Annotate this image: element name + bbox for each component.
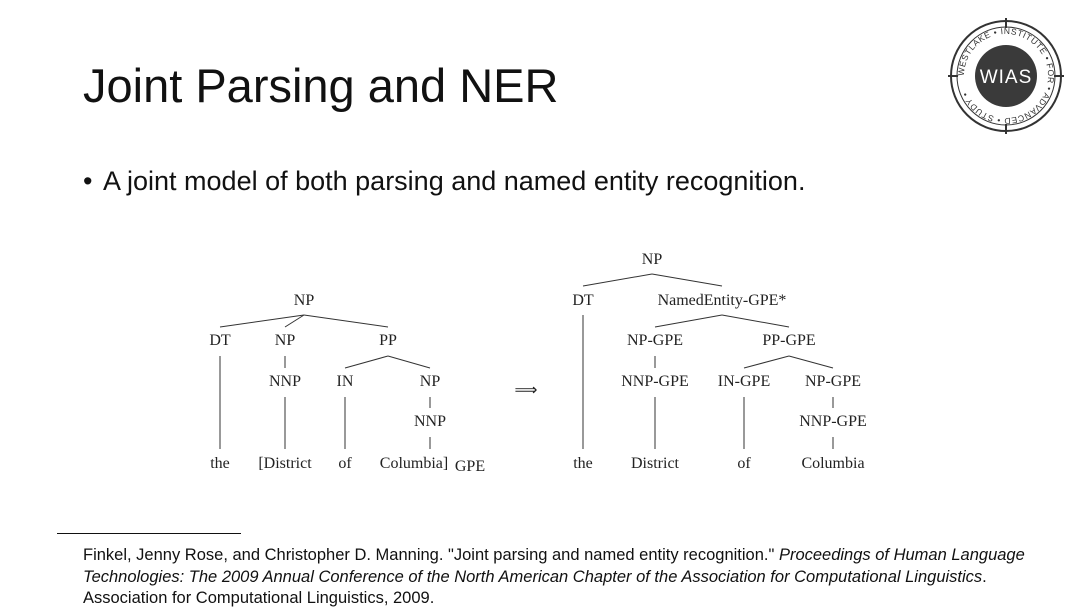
left-word-of: of [338,455,352,472]
left-parse-tree [209,292,485,475]
citation-venue: Proceedings of Human Language Technologies: The 2009 Annual Conference of the North American Chapter of the Association for Computational Linguistics [83,546,1025,586]
footnote-divider [57,533,241,534]
left-node-pp: PP [379,332,397,349]
right-node-in-gpe: IN-GPE [717,373,771,390]
slide-title: Joint Parsing and NER [83,59,559,112]
left-tree-edges [220,315,430,449]
right-word-columbia: Columbia [801,455,865,472]
logo-center-text: WIAS [979,67,1033,88]
right-node-nnp-gpe-inner: NNP-GPE [799,413,867,430]
right-node-namedentity: NamedEntity-GPE* [657,292,787,309]
right-node-nnp-gpe: NNP-GPE [621,373,689,390]
left-node-np-inner: NP [419,373,441,390]
right-node-np-gpe: NP-GPE [626,332,684,349]
right-node-np-root: NP [641,251,663,268]
wias-logo [948,18,1064,134]
left-node-nnp: NNP [268,373,302,390]
bullet-point [83,166,805,197]
citation-authors-title: Finkel, Jenny Rose, and Christopher D. Manning. "Joint parsing and named entity recognition." [83,546,779,564]
right-parse-tree [572,251,866,472]
left-entity-tag: GPE [454,458,486,475]
right-node-np-gpe-inner: NP-GPE [804,373,862,390]
left-word-columbia: Columbia] [379,455,449,472]
left-node-np: NP [274,332,296,349]
right-node-pp-gpe: PP-GPE [762,332,816,349]
right-word-district: District [631,455,679,472]
left-word-district: [District [258,455,312,472]
right-word-the: the [573,455,593,472]
left-node-nnp-inner: NNP [413,413,447,430]
parse-tree-diagram [0,230,1080,490]
right-word-of: of [737,455,751,472]
right-node-dt: DT [572,292,594,309]
citation-publisher-year: . Association for Computational Linguistics, 2009. [83,567,987,607]
left-word-the: the [210,455,230,472]
footnote-citation [83,545,1063,610]
logo-ring-textpath: WESTLAKE • INSTITUTE • FOR • ADVANCED • STUDY • [955,25,1057,127]
left-node-in: IN [336,373,354,390]
bullet-dot: • [83,166,93,196]
implies-arrow-icon: ⟹ [514,382,538,399]
left-node-np-root: NP [293,292,315,309]
bullet-text: A joint model of both parsing and named entity recognition. [103,166,806,196]
left-node-dt: DT [209,332,231,349]
